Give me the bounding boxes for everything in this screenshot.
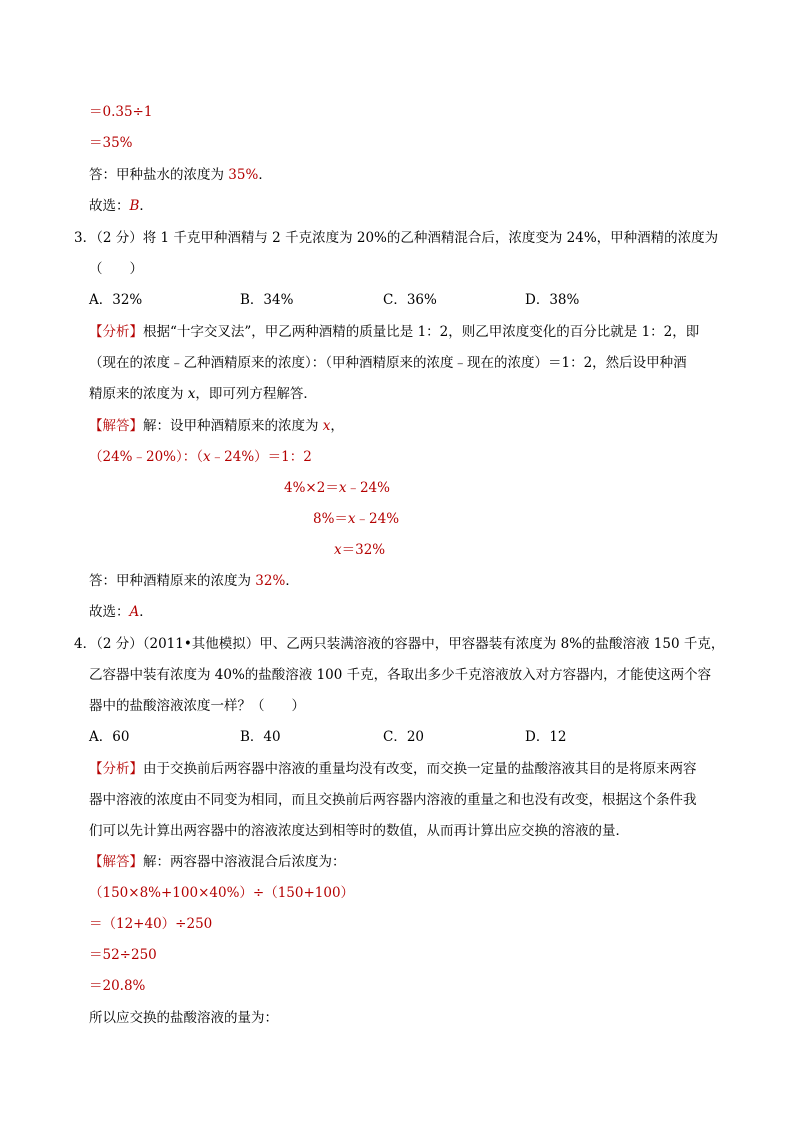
calc-line: ＝35%: [89, 135, 133, 151]
choice-line: 故选：B．: [89, 198, 153, 214]
answer-line: 答：甲种盐水的浓度为 35%．: [89, 167, 272, 183]
calc-line: ＝0.35÷1: [89, 104, 153, 120]
solution-line: 【解答】解：设甲种酒精原来的浓度为 x，: [89, 418, 344, 434]
analysis-line: （现在的浓度﹣乙种酒精原来的浓度）：（甲种酒精原来的浓度﹣现在的浓度）＝1：2，然后设甲种酒: [89, 355, 687, 371]
solution-tag: 【解答】: [89, 854, 143, 870]
equation-line: 8%＝x﹣24%: [313, 511, 400, 527]
solution-line: 所以应交换的盐酸溶液的量为：: [89, 1010, 278, 1026]
option-a: A．60: [89, 729, 130, 745]
analysis-line: 精原来的浓度为 x，即可列方程解答．: [89, 386, 317, 402]
solution-tag: 【解答】: [89, 418, 143, 434]
option-c: C．20: [383, 729, 425, 745]
question-3-stem: 3．（2 分）将 1 千克甲种酒精与 2 千克浓度为 20%的乙种酒精混合后，浓度变为 24%，甲种酒精的浓度为: [74, 230, 719, 246]
analysis-line: 们可以先计算出两容器中的溶液浓度达到相等时的数值，从而再计算出应交换的溶液的量．: [89, 823, 629, 839]
calc-line: （150×8%+100×40%）÷（150+100）: [89, 885, 355, 901]
analysis-line: 【分析】根据“十字交叉法”，甲乙两种酒精的质量比是 1：2，则乙甲浓度变化的百分比就是 1：2，即: [89, 324, 700, 340]
option-d: D．12: [525, 729, 567, 745]
analysis-tag: 【分析】: [89, 761, 143, 777]
equation-line: （24%﹣20%）：（x﹣24%）＝1：2: [89, 449, 312, 465]
analysis-line: 【分析】由于交换前后两容器中溶液的重量均没有改变，而交换一定量的盐酸溶液其目的是将原来两容: [89, 761, 697, 777]
question-4-stem: 4．（2 分）（2011•其他模拟）甲、乙两只装满溶液的容器中，甲容器装有浓度为 8%的盐酸溶液 150 千克，: [74, 636, 725, 652]
question-4-stem-cont: 乙容器中装有浓度为 40%的盐酸溶液 100 千克，各取出多少千克溶液放入对方容器内，才能使这两个容: [89, 667, 712, 683]
option-d: D．38%: [525, 292, 580, 308]
option-b: B．34%: [240, 292, 294, 308]
solution-line: 【解答】解：两容器中溶液混合后浓度为：: [89, 854, 346, 870]
option-b: B．40: [240, 729, 281, 745]
choice-line: 故选：A．: [89, 604, 153, 620]
question-4-stem-cont: 器中的盐酸溶液浓度一样？（ ）: [89, 698, 305, 714]
question-number: 3．: [74, 230, 97, 246]
calc-line: ＝（12+40）÷250: [89, 916, 213, 932]
calc-line: ＝52÷250: [89, 947, 157, 963]
answer-line: 答：甲种酒精原来的浓度为 32%．: [89, 573, 299, 589]
question-3-stem-cont: （ ）: [89, 261, 143, 277]
option-c: C．36%: [383, 292, 437, 308]
analysis-tag: 【分析】: [89, 324, 143, 340]
equation-line: x＝32%: [334, 542, 386, 558]
analysis-line: 器中溶液的浓度由不同变为相同，而且交换前后两容器内溶液的重量之和也没有改变，根据这个条件我: [89, 792, 697, 808]
question-number: 4．: [74, 636, 97, 652]
equation-line: 4%×2＝x﹣24%: [284, 480, 390, 496]
calc-line: ＝20.8%: [89, 978, 146, 994]
option-a: A．32%: [89, 292, 143, 308]
